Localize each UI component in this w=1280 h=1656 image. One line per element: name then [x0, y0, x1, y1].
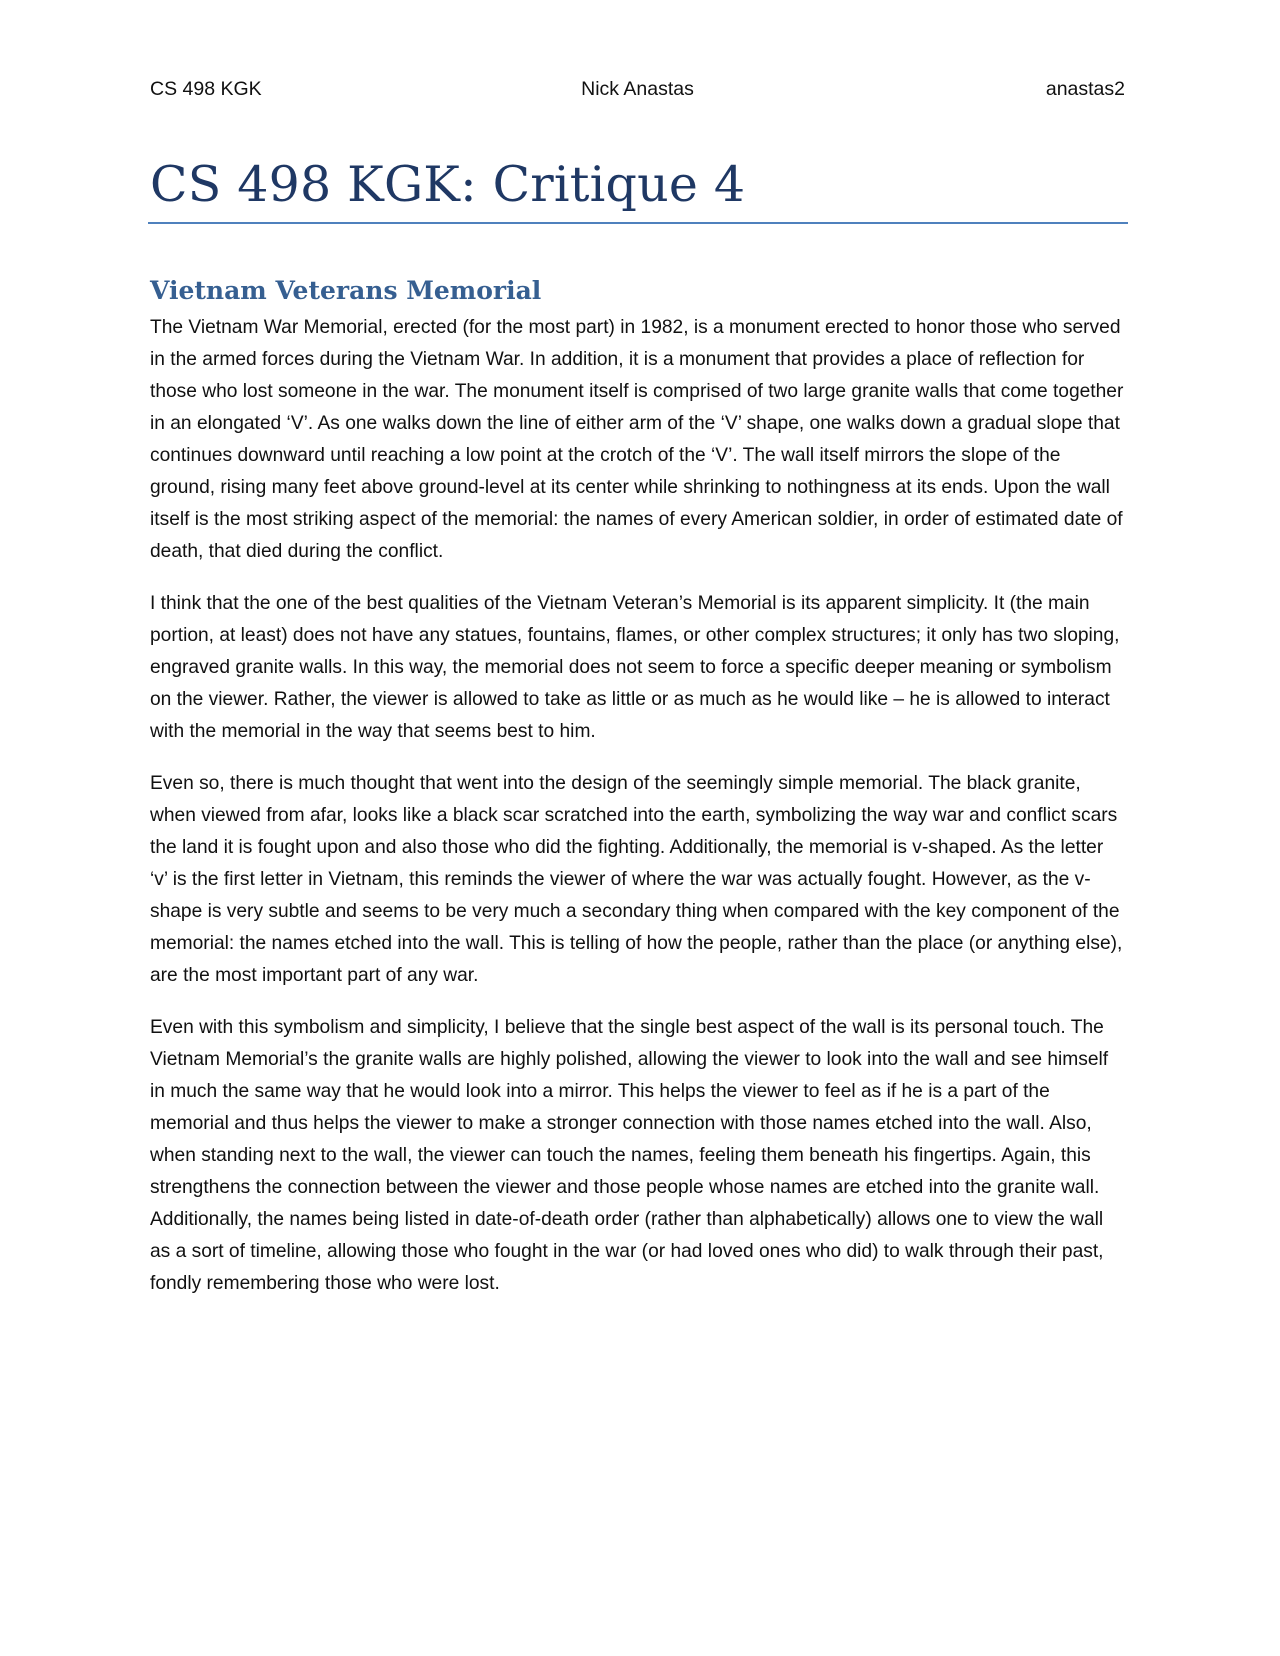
header-netid: anastas2 — [1045, 78, 1125, 100]
paragraph-2: I think that the one of the best qualities of the Vietnam Veteran’s Memorial is its apparent simplicity. It (the main portion, at least) does not have any statues, fountains, flames, or other complex structures; it only has two sloping, engraved granite walls. In this way, the memorial does not seem to force a specific deeper meaning or symbolism on the viewer. Rather, the viewer is allowed to take as little or as much as he would like – he is allowed to interact with the memorial in the way that seems best to him. — [150, 593, 1120, 742]
paragraph-3: Even so, there is much thought that went into the design of the seemingly simple memorial. The black granite, when viewed from afar, looks like a black scar scratched into the earth, symbolizing the way war and conflict scars the land it is fought upon and also those who did the fighting. Additionally, the memorial is v-shaped. As the letter ‘v’ is the first letter in Vietnam, this reminds the viewer of where the war was actually fought. However, as the v-shape is very subtle and seems to be very much a secondary thing when compared with the key component of the memorial: the names etched into the wall. This is telling of how the people, rather than the place (or anything else), are the most important part of any war. — [150, 773, 1123, 986]
document-body — [150, 312, 1125, 1320]
paragraph-1: The Vietnam War Memorial, erected (for the most part) in 1982, is a monument erected to honor those who served in the armed forces during the Vietnam War. In addition, it is a monument that provides a place of reflection for those who lost someone in the war. The monument itself is comprised of two large granite walls that come together in an elongated ‘V’. As one walks down the line of either arm of the ‘V’ shape, one walks down a gradual slope that continues downward until reaching a low point at the crotch of the ‘V’. The wall itself mirrors the slope of the ground, rising many feet above ground-level at its center while shrinking to nothingness at its ends. Upon the wall itself is the most striking aspect of the memorial: the names of every American soldier, in order of estimated date of death, that died during the conflict. — [150, 317, 1124, 562]
section-heading: Vietnam Veterans Memorial — [150, 276, 542, 305]
document-page — [150, 0, 1125, 1656]
header-author: Nick Anastas — [581, 78, 694, 100]
header-course: CS 498 KGK — [150, 78, 262, 100]
paragraph-4: Even with this symbolism and simplicity, I believe that the single best aspect of the wall is its personal touch. The Vietnam Memorial’s the granite walls are highly polished, allowing the viewer to look into the wall and see himself in much the same way that he would look into a mirror. This helps the viewer to feel as if he is a part of the memorial and thus helps the viewer to make a stronger connection with those names etched into the wall. Also, when standing next to the wall, the viewer can touch the names, feeling them beneath his fingertips. Again, this strengthens the connection between the viewer and those people whose names are etched into the granite wall. Additionally, the names being listed in date-of-death order (rather than alphabetically) allows one to view the wall as a sort of timeline, allowing those who fought in the war (or had loved ones who did) to walk through their past, fondly remembering those who were lost. — [150, 1017, 1109, 1294]
document-title: CS 498 KGK: Critique 4 — [150, 156, 746, 213]
title-underline — [148, 222, 1128, 224]
running-header — [150, 76, 1125, 102]
